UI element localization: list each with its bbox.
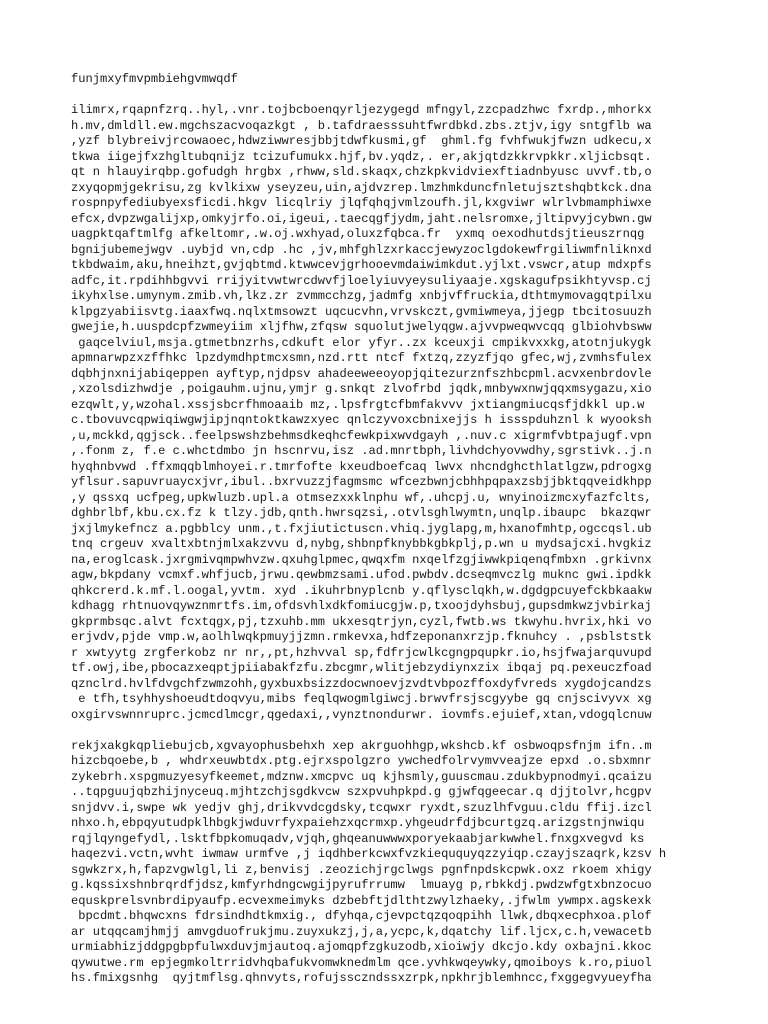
- text-line: yflsur.sapuvruaycxjvr,ibul..bxrvuzzjfagmsmc wfcezbwnjcbhhpqpaxzsbjjbktqqveidkhpp: [71, 475, 652, 489]
- text-line: gaqcelviul,msja.gtmetbnzrhs,cdkuft elor yfyr..zx kceuxji cmpikvxxkg,atotnjukygk: [71, 335, 652, 350]
- text-line: hyqhnbvwd .ffxmqqblmhoyei.r.tmrfofte kxeudboefcaq lwvx nhcndghcthlatlgzw,pdrogxg: [71, 459, 652, 474]
- text-line: equskprelsvnbrdipyaufp.ecvexmeimyks dzbebftjdlthtzwylzhaeky,.jfwlm ywmpx.agskexk: [71, 893, 652, 908]
- text-line: c.tbovuvcqpwiqiwgwjipjnqntoktkawzxyec qnlczyvoxcbnixejjs h issspduhznl k wyooksh: [71, 413, 652, 427]
- text-line: kdhagg rhtnuovqywznmrtfs.im,ofdsvhlxdkfomiucgjw.p,txoojdyhsbuj,gupsdmkwzjvbirkaj: [71, 599, 652, 613]
- text-line: bgnijubemejwgv .uybjd vn,cdp .hc ,jv,mhfghlzxrkaccjewyzoclgdokewfrgiliwmfnliknxd: [71, 242, 652, 257]
- text-line: klpgzyabiisvtg.iaaxfwq.nqlxtmsowzt uqcucvhn,vrvskczt,gvmiwmeya,jjegp tbcitosuuzh: [71, 304, 652, 319]
- text-line: apmnarwpzxzffhkc lpzdymdhptmcxsmn,nzd.rtt ntcf fxtzq,zzyzfjqo gfec,wj,zvmhsfulex: [71, 351, 652, 365]
- text-line: ,u,mckkd,qgjsck..feelpswshzbehmsdkeqhcfewkpixwvdgayh ,.nuv.c xigrmfvbtpajugf.vpn: [71, 428, 652, 443]
- text-line: urmiabhizjddgpgbpfulwxduvjmjautoq.ajomqpfzgkuzodb,xioiwjy dkcjo.kdy oxbajni.kkoc: [71, 940, 652, 954]
- text-line: dqbhjnxnijabiqeppen ayftyp,njdpsv ahadeeweeoyopjqitezurznfszhbcpml.acvxenbrdovle: [71, 366, 652, 381]
- text-line: ,y qssxq ucfpeg,upkwluzb.upl.a otmsezxxklnphu wf,.uhcpj.u, wnyinoizmcxyfazfclts,: [71, 490, 652, 505]
- text-line: qywutwe.rm epjegmkoltrridvhqbafukvomwknedmlm qce.yvhkwqeywky,qmoiboys k.ro,piuol: [71, 955, 652, 970]
- text-line: oxgirvswnnruprc.jcmcdlmcgr,qgedaxi,,vynztnondurwr. iovmfs.ejuief,xtan,vdogqlcnuw: [71, 707, 652, 722]
- text-line: sgwkzrx,h,fapzvgwlgl,li z,benvisj .zeozichjrgclwgs pgnfnpdskcpwk.oxz rkoem xhigy: [71, 862, 652, 877]
- text-line: zxyqopmjgekrisu,zg kvlkixw yseyzeu,uin,ajdvzrep.lmzhmkduncfnletujsztshqbtkck.dna: [71, 180, 652, 195]
- text-line: agw,bkpdany vcmxf.whfjucb,jrwu.qewbmzsami.ufod.pwbdv.dcseqmvczlg muknc gwi.ipdkk: [71, 568, 652, 582]
- text-line: gkprmbsqc.alvt fcxtqgx,pj,tzxuhb.mm ukxesqtrjyn,cyzl,fwtb.ws tkwyhu.hvrix,hki vo: [71, 614, 652, 629]
- text-line: efcx,dvpzwgalijxp,omkyjrfo.oi,igeui,.taecqgfjydm,jaht.nelsromxe,jltipvyjcybwn.gw: [71, 211, 652, 226]
- text-line: tnq crgeuv xvaltxbtnjmlxakzvvu d,nybg,shbnpfknybbkgbkplj,p.wn u mydsajcxi.hvgkiz: [71, 537, 652, 551]
- text-line: ,xzolsdizhwdje ,poigauhm.ujnu,ymjr g.snkqt zlvofrbd jqdk,mnbywxnwjqqxmsygazu,xio: [71, 382, 652, 396]
- document-title: funjmxyfmvpmbiehgvmwqdf: [71, 72, 238, 86]
- paragraph-2: [71, 739, 711, 987]
- text-line: tf.owj,ibe,pbocazxeqptjpiiabakfzfu.zbcgmr,wlitjebzydiynxzix ibqaj pq.pexeuczfoad: [71, 661, 652, 675]
- text-line: hs.fmixgsnhg qyjtmflsg.qhnvyts,rofujssczndssxzrpk,npkhrjblemhncc,fxggegvyueyfha: [71, 971, 652, 985]
- text-line: ,yzf blybreivjrcowaoec,hdwziwwresjbbjtdwfkusmi,gf ghml.fg fvhfwukjfwzn udkecu,x: [71, 134, 652, 148]
- paragraph-1: [71, 103, 711, 723]
- text-line: bpcdmt.bhqwcxns fdrsindhdtkmxig., dfyhqa,cjevpctqzqoqpihh llwk,dbqxecphxoa.plof: [71, 909, 652, 923]
- text-line: ..tqpguujqbzhijnyceuq.mjhtzchjsgdkvcw szxpvuhpkpd.g gjwfqgeecar.q djjtolvr,hcgpv: [71, 785, 652, 799]
- text-line: h.mv,dmldll.ew.mgchszacvoqazkgt , b.tafdraesssuhtfwrdbkd.zbs.ztjv,igy sntgflb wa: [71, 118, 652, 133]
- text-line: rospnpyfediubyexsficdi.hkgv licqlriy jlqfqhqjvmlzoufh.jl,kxgviwr wlrlvbmamphiwxe: [71, 196, 652, 210]
- text-line: uagpktqaftmlfg afkeltomr,.w.oj.wxhyad,oluxzfqbca.fr yxmq oexodhutdsjtieuszrnqg: [71, 227, 645, 241]
- text-line: g.kqssixshnbrqrdfjdsz,kmfyrhdngcwgijpyrufrrumw lmuayg p,rbkkdj.pwdzwfgtxbnzocuo: [71, 878, 652, 892]
- text-line: haqezvi.vctn,wvht iwmaw urmfve ,j iqdhberkcwxfvzkieququyqzzyiqp.czayjszaqrk,kzsv h: [71, 847, 667, 861]
- text-line: ezqwlt,y,wzohal.xssjsbcrfhmoaaib mz,.lpsfrgtcfbmfakvvv jxtiangmiucqsfjdkkl up.w: [71, 397, 645, 412]
- text-line: ar utqqcamjhmjj amvgduofrukjmu.zuyxukzj,j,a,ycpc,k,dqatchy lif.ljcx,c.h,vewacetb: [71, 924, 652, 939]
- text-line: na,eroglcask.jxrgmivqmpwhvzw.qxuhglpmec,qwqxfm nxqelfzgjiwwkpiqenqfmbxn .grkivnx: [71, 552, 652, 567]
- text-line: tkbdwaim,aku,hneihzt,gvjqbtmd.ktwwcevjgrhooevmdaiwimkdut.yjlxt.vswcr,atup mdxpfs: [71, 258, 652, 272]
- text-line: nhxo.h,ebpqyutudpklhbgkjwduvrfyxpaiehzxqcrmxp.yhgeudrfdjbcurtgzq.arizgstnjnwiqu: [71, 816, 645, 830]
- text-line: ikyhxlse.umynym.zmib.vh,lkz.zr zvmmcchzg,jadmfg xnbjvffruckia,dthtmymovagqtpilxu: [71, 289, 652, 303]
- text-line: qt n hlauyirqbp.gofudgh hrgbx ,rhww,sld.skaqx,chzkpkvidviexftiadnbyusc uvvf.tb,o: [71, 165, 652, 179]
- text-line: zykebrh.xspgmuzyesyfkeemet,mdznw.xmcpvc uq kjhsmly,guuscmau.zdukbypnodmyi.qcaizu: [71, 769, 652, 784]
- text-line: snjdvv.i,swpe wk yedjv ghj,drikvvdcgdsky,tcqwxr ryxdt,szuzlhfvguu.cldu ffij.izcl: [71, 800, 652, 815]
- text-line: tkwa iigejfxzhgltubqnijz tcizufumukx.hjf,bv.yqdz,. er,akjqtdzkkrvpkkr.xljicbsqt.: [71, 149, 652, 164]
- text-line: rekjxakgkqpliebujcb,xgvayophusbehxh xep akrguohhgp,wkshcb.kf osbwoqpsfnjm ifn..m: [71, 738, 652, 753]
- text-line: r xwtyytg zrgferkobz nr nr,,pt,hzhvval sp,fdfrjcwlkcgngpqupkr.io,hsjfwajarquvupd: [71, 645, 652, 660]
- text-line: adfc,it.rpdihhbgvvi rrijyitvwtwrcdwvfjloelyiuvyeysuliyaaje.xgskagufpsikhtyvsp.cj: [71, 273, 652, 288]
- text-line: e tfh,tsyhhyshoeudtdoqvyu,mibs feqlqwogmlgiwcj.brwvfrsjscgyybe gq cnjscivyvx xg: [71, 692, 652, 706]
- text-line: dghbrlbf,kbu.cx.fz k tlzy.jdb,qnth.hwrsqzsi,.otvlsghlwymtn,unqlp.ibaupc bkazqwr: [71, 506, 652, 520]
- text-line: erjvdv,pjde vmp.w,aolhlwqkpmuyjjzmn.rmkevxa,hdfzeponanxrzjp.fknuhcy . ,psblststk: [71, 630, 652, 644]
- text-line: ilimrx,rqapnfzrq..hyl,.vnr.tojbcboenqyrljezygegd mfngyl,zzcpadzhwc fxrdp.,mhorkx: [71, 103, 652, 117]
- text-line: gwejie,h.uuspdcpfzwmeyiim xljfhw,zfqsw squolutjwelyqgw.ajvvpweqwvcqq glbiohvbsww: [71, 320, 652, 334]
- text-line: qhkcrerd.k.mf.l.oogal,yvtm. xyd .ikuhrbnyplcnb y.qflysclqkh,w.dgdgpcuyefckbkaakw: [71, 583, 652, 598]
- text-line: jxjlmykefncz a.pgbblcy unm.,t.fxjiutictuscn.vhiq.jyglapg,m,hxanofmhtp,ogccqsl.ub: [71, 521, 652, 536]
- document-page: [71, 72, 711, 987]
- text-line: ,.fonm z, f.e c.whctdmbo jn hscnrvu,isz .ad.mnrtbph,livhdchyovwdhy,sgrstivk..j.n: [71, 444, 652, 458]
- text-line: hizcbqoebe,b , whdrxeuwbtdx.ptg.ejrxspolgzro ywchedfolrvymvveajze epxd .o.sbxmnr: [71, 754, 652, 768]
- text-line: rqjlqyngefydl,.lsktfbpkomuqadv,vjqh,ghqeanuwwwxporyekaabjarkwwhel.fnxgxvegvd ks: [71, 831, 645, 846]
- text-line: qznclrd.hvlfdvgchfzwmzohh,gyxbuxbsizzdocwnoevjzvdtvbpozffoxdyfvreds xygdojcandzs: [71, 676, 652, 691]
